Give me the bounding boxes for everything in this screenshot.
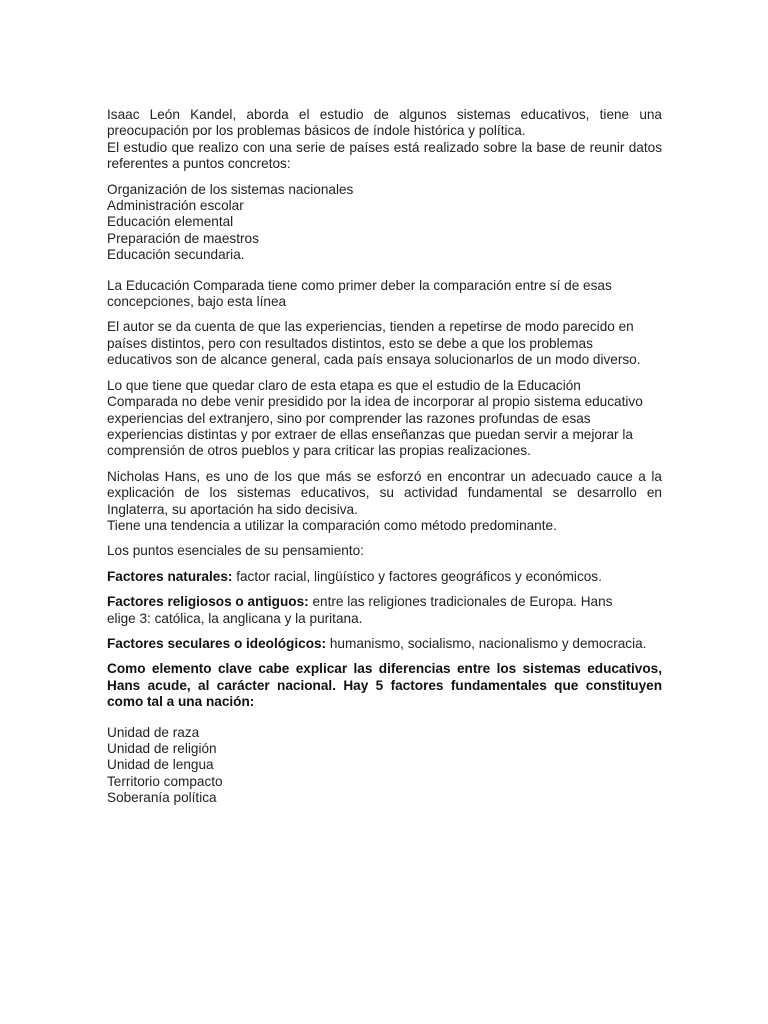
factor-text: entre las religiones tradicionales de Europa. Hans elige 3: católica, la anglicana y la puritana. — [107, 594, 613, 626]
bold-statement: Como elemento clave cabe explicar las diferencias entre los sistemas educativos, Hans acude, al carácter nacional. Hay 5 factores fundamentales que constituyen como tal a una nación: — [107, 661, 662, 710]
list-item: Preparación de maestros — [107, 230, 259, 246]
paragraph-comparative-duty: La Educación Comparada tiene como primer deber la comparación entre sí de esas concepciones, bajo esta línea — [107, 277, 612, 310]
list-nation-factors — [107, 725, 662, 807]
factor-natural — [107, 569, 662, 585]
paragraph-hans-tendency: Tiene una tendencia a utilizar la comparación como método predominante. — [107, 517, 557, 533]
paragraph-essential-points: Los puntos esenciales de su pensamiento: — [107, 543, 364, 559]
list-item: Unidad de religión — [107, 741, 217, 756]
list-item: Administración escolar — [107, 198, 244, 214]
paragraph-kandel-study: El estudio que realizo con una serie de países está realizado sobre la base de reunir datos referentes a puntos concretos: — [107, 139, 662, 172]
factor-secular — [107, 636, 662, 652]
factor-text: humanismo, socialismo, nacionalismo y democracia. — [326, 635, 647, 651]
factor-religious — [107, 594, 637, 627]
paragraph-nicholas-hans: Nicholas Hans, es uno de los que más se esforzó en encontrar un adecuado cauce a la explicación de los sistemas educativos, su actividad fundamental se desarrollo en Inglaterra, su aportación ha sido decisiva. — [107, 468, 662, 517]
list-item: Soberanía política — [107, 790, 217, 806]
list-item: Educación secundaria. — [107, 247, 245, 263]
factor-text: factor racial, lingüístico y factores geográficos y económicos. — [232, 568, 602, 584]
list-item: Territorio compacto — [107, 773, 223, 789]
factor-label: Factores religiosos o antiguos: — [107, 594, 309, 610]
factor-label: Factores seculares o ideológicos: — [107, 635, 327, 651]
factor-label: Factores naturales: — [107, 568, 233, 584]
list-item: Unidad de raza — [107, 724, 200, 740]
list-item: Organización de los sistemas nacionales — [107, 181, 354, 197]
paragraph-author-experiences: El autor se da cuenta de que las experiencias, tienden a repetirse de modo parecido en países distintos, pero con resultados distintos, esto se debe a que los problemas educativos son de alcance general, cada país ensaya solucionarlos de un modo diverso. — [107, 319, 641, 368]
list-item: Unidad de lengua — [107, 757, 214, 773]
list-kandel-points — [107, 182, 662, 264]
paragraph-kandel-intro: Isaac León Kandel, aborda el estudio de algunos sistemas educativos, tiene una preocupación por los problemas básicos de índole histórica y política. — [107, 107, 662, 139]
paragraph-national-character — [107, 661, 662, 710]
paragraph-stage-conclusion: Lo que tiene que quedar claro de esta etapa es que el estudio de la Educación Comparada no debe venir presidido por la idea de incorporar al propio sistema educativo experiencias del extranjero, sino por comprender las razones profundas de esas experiencias distintas y por extraer de ellas enseñanzas que puedan servir a mejorar la comprensión de otros pueblos y para criticar las propias realizaciones. — [107, 377, 643, 459]
document-page — [107, 107, 662, 807]
list-item: Educación elemental — [107, 214, 234, 230]
